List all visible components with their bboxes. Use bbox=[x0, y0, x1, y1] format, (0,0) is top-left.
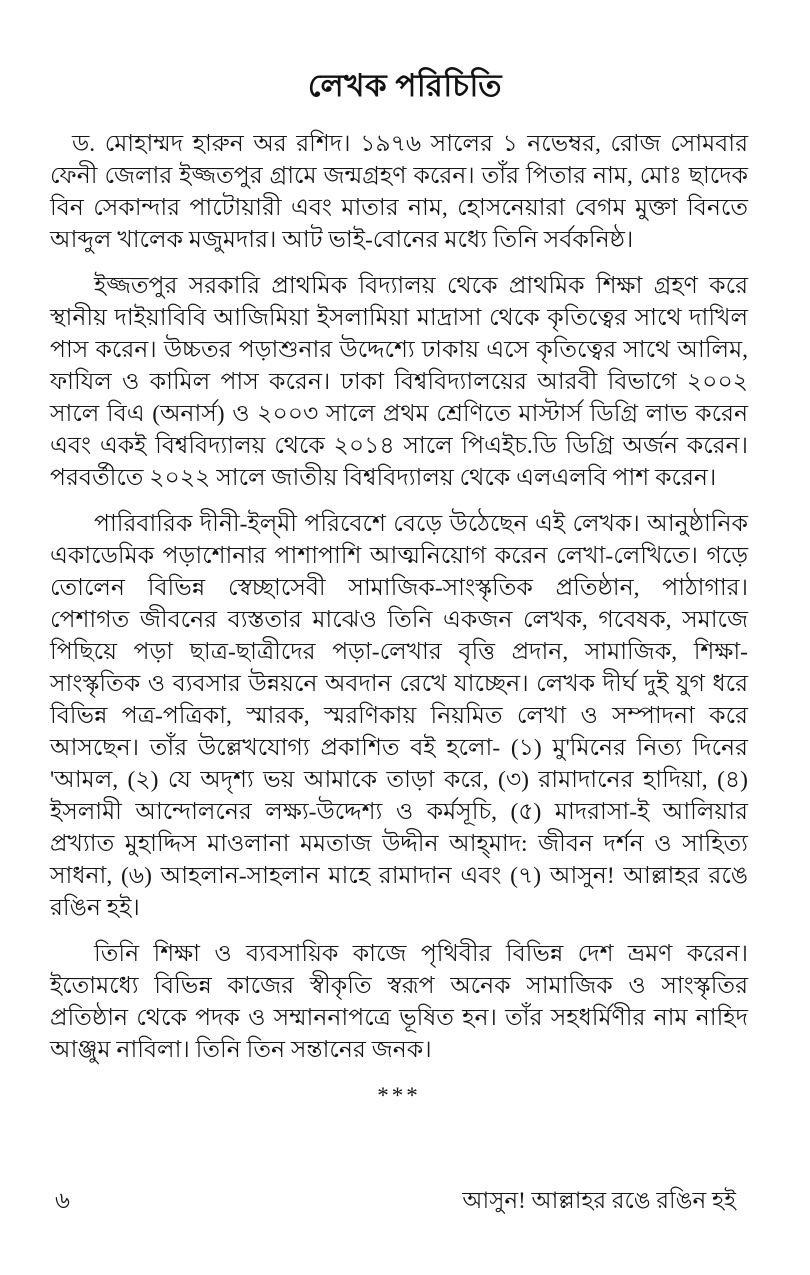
page-footer bbox=[55, 1182, 736, 1221]
section-end-asterisks: *** bbox=[377, 1083, 421, 1108]
running-title: আসুন! আল্লাহর রঙে রঙিন হই bbox=[462, 1188, 736, 1213]
paragraph-education: ইজ্জতপুর সরকারি প্রাথমিক বিদ্যালয় থেকে প্রাথমিক শিক্ষা গ্রহণ করে স্থানীয় দাইয়াবিবি আজিমিয়া ইসলামিয়া মাদ্রাসা থেকে কৃতিত্বের সাথে দাখিল পাস করেন। উচ্চতর পড়াশুনার উদ্দেশ্যে ঢাকায় এসে কৃতিত্বের সাথে আলিম, ফাযিল ও কামিল পাস করেন। ঢাকা বিশ্ববিদ্যালয়ের আরবী বিভাগে ২০০২ সালে বিএ (অনার্স) ও ২০০৩ সালে প্রথম শ্রেণিতে মাস্টার্স ডিগ্রি লাভ করেন এবং একই বিশ্ববিদ্যালয় থেকে ২০১৪ সালে পিএইচ.ডি ডিগ্রি অর্জন করেন। পরবর্তীতে ২০২২ সালে জাতীয় বিশ্ববিদ্যালয় থেকে এলএলবি পাশ করেন। bbox=[50, 273, 748, 491]
page-number: ৬ bbox=[55, 1188, 70, 1213]
author-bio-text bbox=[50, 128, 748, 1112]
paragraph-birth-and-family: ড. মোহাম্মদ হারুন অর রশিদ। ১৯৭৬ সালের ১ নভেম্বর, রোজ সোমবার ফেনী জেলার ইজ্জতপুর গ্রামে জন্মগ্রহণ করেন। তাঁর পিতার নাম, মোঃ ছাদেক বিন সেকান্দার পাটোয়ারী এবং মাতার নাম, হোসনেয়ারা বেগম মুক্তা বিনতে আব্দুল খালেক মজুমদার। আট ভাই-বোনের মধ্যে তিনি সর্বকনিষ্ঠ। bbox=[50, 131, 748, 253]
paragraph-career-and-books: পারিবারিক দীনী-ইল্‌মী পরিবেশে বেড়ে উঠেছেন এই লেখক। আনুষ্ঠানিক একাডেমিক পড়াশোনার পাশাপাশি আত্মনিয়োগ করেন লেখা-লেখিতে। গড়ে তোলেন বিভিন্ন স্বেচ্ছাসেবী সামাজিক-সাংস্কৃতিক প্রতিষ্ঠান, পাঠাগার। পেশাগত জীবনের ব্যস্ততার মাঝেও তিনি একজন লেখক, গবেষক, সমাজে পিছিয়ে পড়া ছাত্র-ছাত্রীদের পড়া-লেখার বৃত্তি প্রদান, সামাজিক, শিক্ষা-সাংস্কৃতিক ও ব্যবসার উন্নয়নে অবদান রেখে যাচ্ছেন। লেখক দীর্ঘ দুই যুগ ধরে বিভিন্ন পত্র-পত্রিকা, স্মারক, স্মরণিকায় নিয়মিত লেখা ও সম্পাদনা করে আসছেন। তাঁর উল্লেখযোগ্য প্রকাশিত বই হলো- (১) মু'মিনের নিত্য দিনের 'আমল, (২) যে অদৃশ্য ভয় আমাকে তাড়া করে, (৩) রামাদানের হাদিয়া, (৪) ইসলামী আন্দোলনের লক্ষ্য-উদ্দেশ্য ও কর্মসূচি, (৫) মাদরাসা-ই আলিয়ার প্রখ্যাত মুহাদ্দিস মাওলানা মমতাজ উদ্দীন আহ্‌মাদ: জীবন দর্শন ও সাহিত্য সাধনা, (৬) আহলান-সাহলান মাহে রামাদান এবং (৭) আসুন! আল্লাহর রঙে রঙিন হই। bbox=[50, 511, 748, 921]
paragraph-travel-and-family: তিনি শিক্ষা ও ব্যবসায়িক কাজে পৃথিবীর বিভিন্ন দেশ ভ্রমণ করেন। ইতোমধ্যে বিভিন্ন কাজের স্বীকৃতি স্বরূপ অনেক সামাজিক ও সাংস্কৃতির প্রতিষ্ঠান থেকে পদক ও সম্মাননাপত্রে ভূষিত হন। তাঁর সহধর্মিণীর নাম নাহিদ আঞ্জুম নাবিলা। তিনি তিন সন্তানের জনক। bbox=[50, 941, 748, 1063]
page-title: লেখক পরিচিতি bbox=[307, 68, 503, 103]
